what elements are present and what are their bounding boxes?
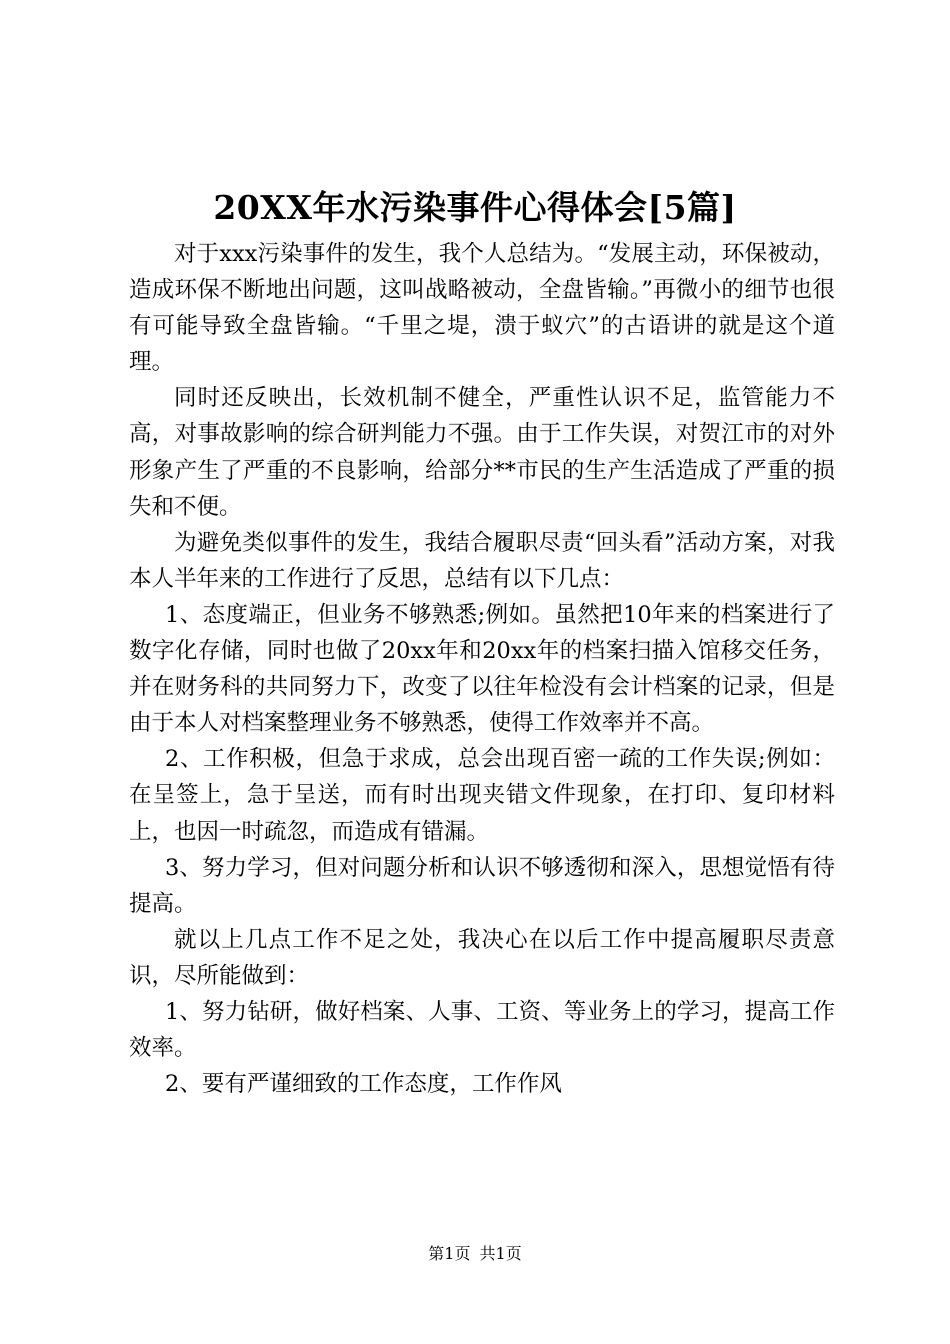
paragraph: 同时还反映出，长效机制不健全，严重性认识不足，监管能力不高，对事故影响的综合研判能力不强。由于工作失误，对贺江市的对外形象产生了严重的不良影响，给部分**市民的生产生活造成了严重的损失和不便。	[129, 385, 835, 520]
paragraph: 为避免类似事件的发生，我结合履职尽责“回头看”活动方案，对我本人半年来的工作进行了反思，总结有以下几点：	[129, 529, 835, 592]
page-total: 共1页	[479, 1244, 522, 1263]
list-item: 2、工作积极，但急于求成，总会出现百密一疏的工作失误;例如：在呈签上，急于呈送，而有时出现夹错文件现象，在打印、复印材料上，也因一时疏忽，而造成有错漏。	[129, 746, 835, 845]
page-footer	[0, 1241, 950, 1264]
paragraph: 对于xxx污染事件的发生，我个人总结为。“发展主动，环保被动，造成环保不断地出问题，这叫战略被动，全盘皆输。”再微小的细节也很有可能导致全盘皆输。“千里之堤，溃于蚁穴”的古语讲的就是这个道理。	[129, 241, 835, 376]
list-item: 1、努力钻研，做好档案、人事、工资、等业务上的学习，提高工作效率。	[129, 998, 835, 1062]
paragraph: 就以上几点工作不足之处，我决心在以后工作中提高履职尽责意识，尽所能做到：	[129, 926, 835, 989]
list-item: 2、要有严谨细致的工作态度，工作作风	[165, 1071, 562, 1098]
list-item: 3、努力学习，但对问题分析和认识不够透彻和深入，思想觉悟有待提高。	[129, 854, 835, 917]
document-title: 20XX年水污染事件心得体会[5篇]	[213, 188, 737, 227]
page-number: 第1页	[428, 1244, 471, 1263]
document-body	[129, 236, 835, 1102]
list-item: 1、态度端正，但业务不够熟悉;例如。虽然把10年来的档案进行了数字化存储，同时也做了20xx年和20xx年的档案扫描入馆移交任务，并在财务科的共同努力下，改变了以往年检没有会计档案的记录，但是由于本人对档案整理业务不够熟悉，使得工作效率并不高。	[129, 601, 835, 737]
